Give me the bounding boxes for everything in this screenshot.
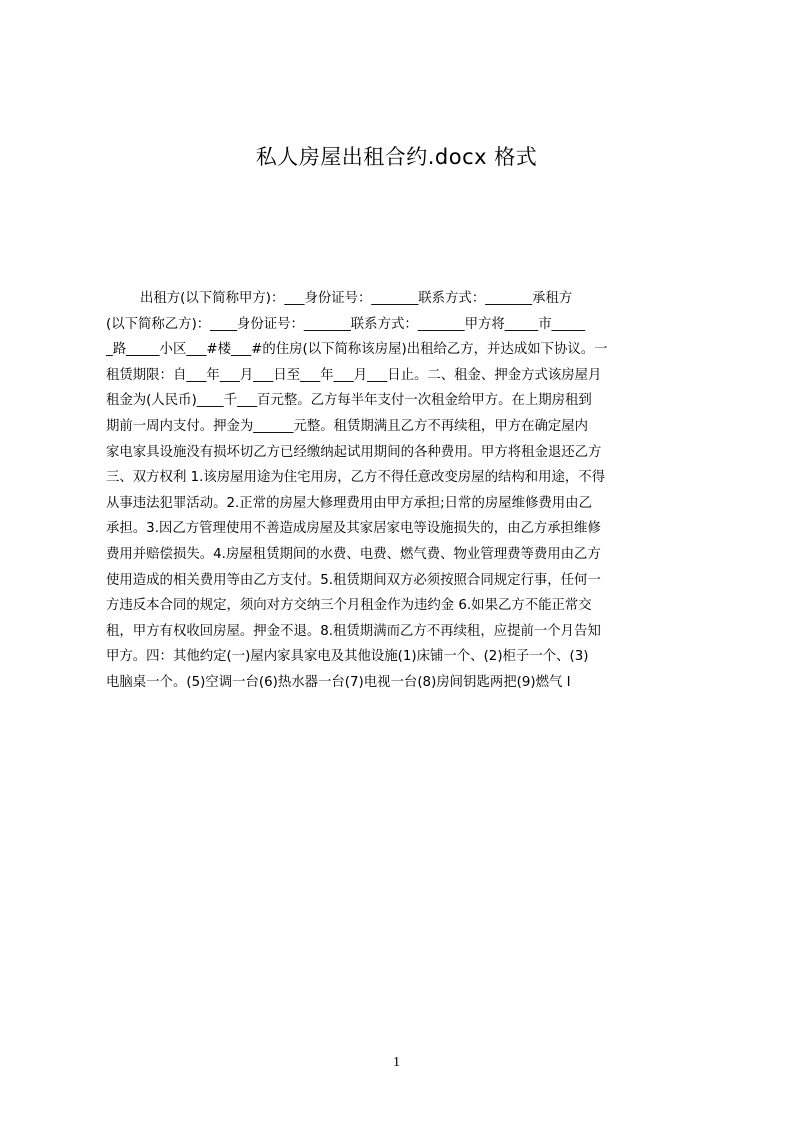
- text-line: 甲方。四：其他约定(一)屋内家具家电及其他设施(1)床铺一个、(2)柜子一个、(3): [106, 649, 589, 665]
- page-number: 1: [393, 1055, 400, 1070]
- text-line: 三、双方权利 1.该房屋用途为住宅用房，乙方不得任意改变房屋的结构和用途，不得: [106, 470, 606, 486]
- text-line: 租，甲方有权收回房屋。押金不退。8.租赁期满而乙方不再续租，应提前一个月告知: [106, 623, 601, 639]
- text-line: 从事违法犯罪活动。2.正常的房屋大修理费用由甲方承担;日常的房屋维修费用由乙: [106, 495, 592, 511]
- text-line: 家电家具设施没有损坏切乙方已经缴纳起试用期间的各种费用。甲方将租金退还乙方: [106, 444, 602, 460]
- text-line: 承担。3.因乙方管理使用不善造成房屋及其家居家电等设施损失的，由乙方承担维修: [106, 521, 601, 537]
- text-line: 出租方(以下简称甲方)：___身份证号：_______联系方式：_______承租方: [140, 291, 573, 306]
- text-line: 电脑桌一个。(5)空调一台(6)热水器一台(7)电视一台(8)房间钥匙两把(9)燃气 I: [106, 674, 571, 690]
- text-line: 期前一周内支付。押金为______元整。租赁期满且乙方不再续租，甲方在确定屋内: [106, 418, 589, 434]
- contract-body: [106, 286, 698, 696]
- text-line: 方违反本合同的规定，须向对方交纳三个月租金作为违约金 6.如果乙方不能正常交: [106, 598, 592, 614]
- text-line: 租金为(人民币)____千___百元整。乙方每半年支付一次租金给甲方。在上期房租到: [106, 393, 592, 409]
- text-line: 使用造成的相关费用等由乙方支付。5.租赁期间双方必须按照合同规定行事，任何一: [106, 572, 601, 588]
- text-line: 租赁期限：自___年___月___日至___年___月___日止。二、租金、押金方式该房屋月: [106, 367, 602, 383]
- text-line: _路_____小区___#楼___#的住房(以下简称该房屋)出租给乙方，并达成如下协议。一: [106, 342, 608, 358]
- text-line: 费用并赔偿损失。4.房屋租赁期间的水费、电费、燃气费、物业管理费等费用由乙方: [106, 546, 601, 562]
- text-line: (以下简称乙方)：____身份证号：_______联系方式：_______甲方将_____市_____: [106, 316, 586, 332]
- document-title: 私人房屋出租合约.docx 格式: [255, 145, 538, 169]
